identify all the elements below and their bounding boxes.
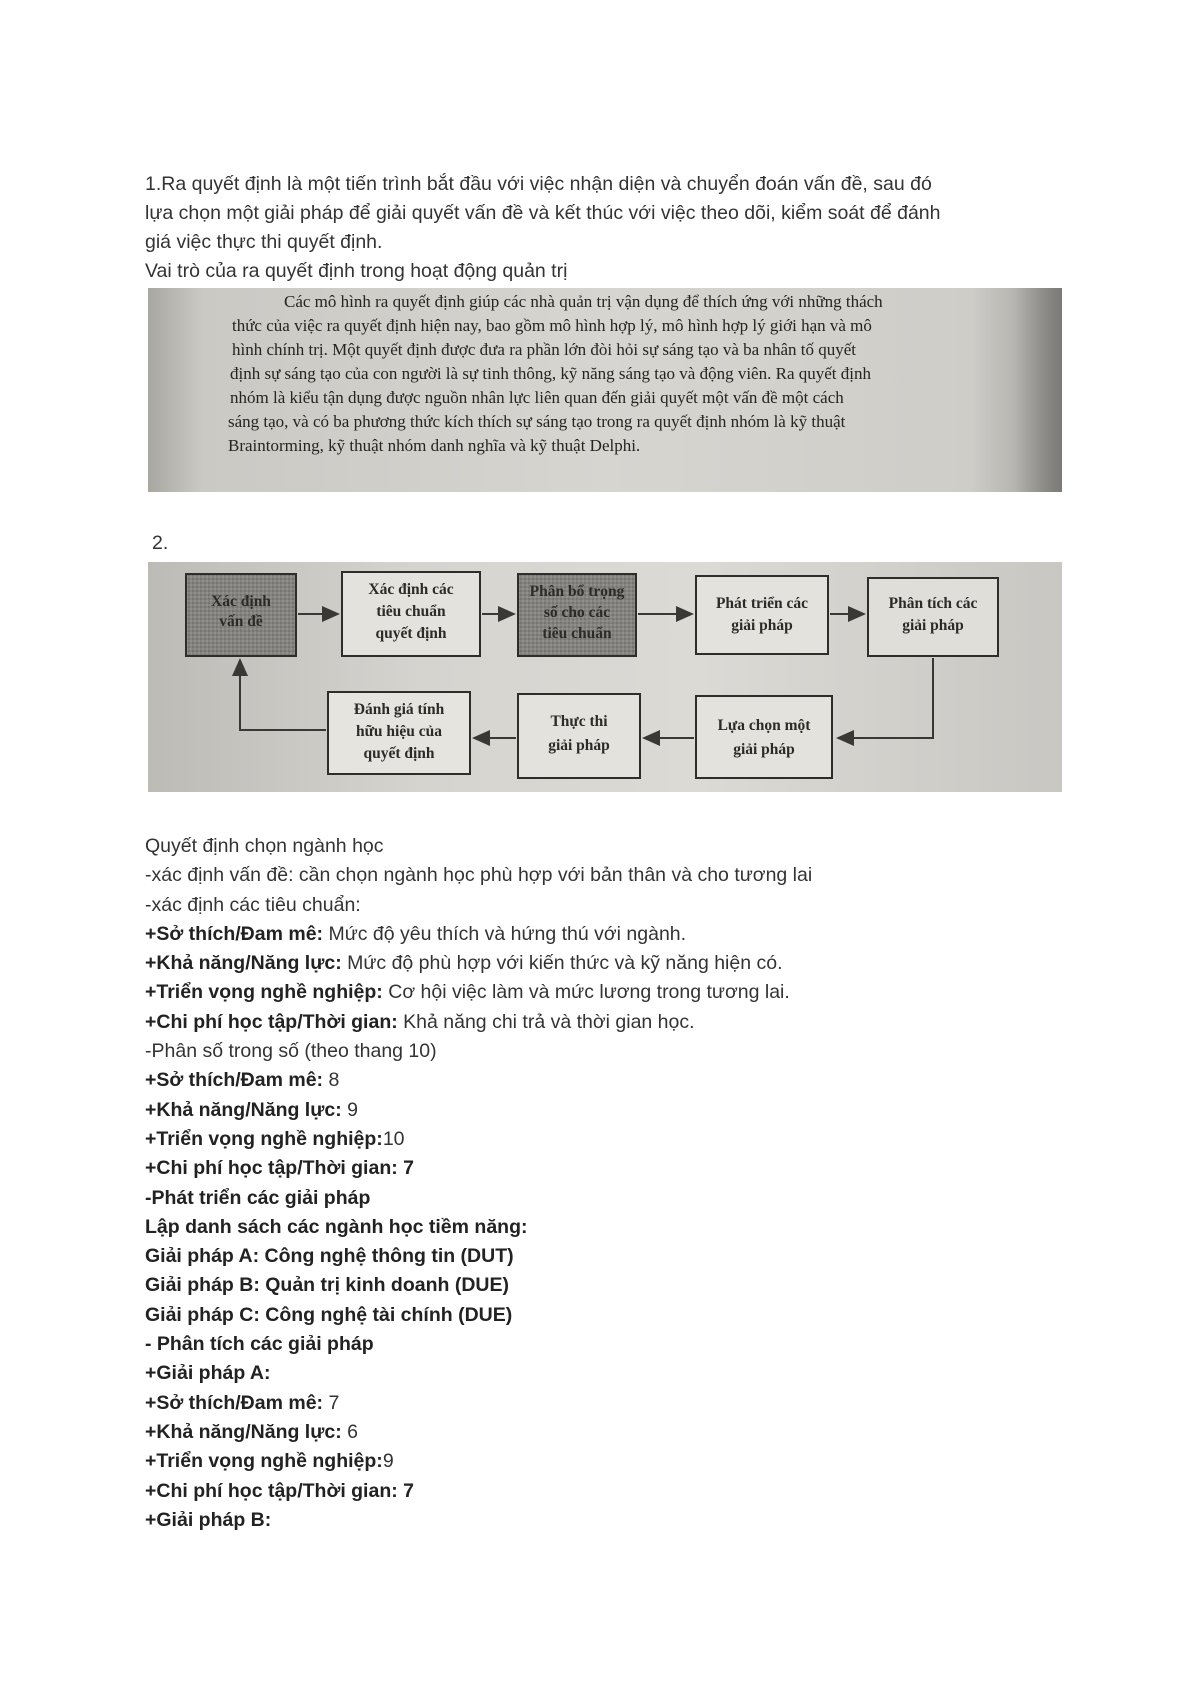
section-2-number: 2. [152,532,169,554]
flow-step-8-line-2: hữu hiệu của [356,723,442,740]
flow-step-4-line-1: Phát triển các [715,595,809,612]
flow-step-1-line-1: Xác định [211,593,271,610]
criteria-ability-desc: Mức độ phù hợp với kiến thức và kỹ năng hiện có. [341,952,783,975]
role-heading: Vai trò của ra quyết định trong hoạt động quản trị [145,260,568,282]
flow-step-6-line-1: Lựa chọn một [717,717,811,734]
a-score-career-value: 9 [382,1450,394,1473]
a-score-career [145,1447,1075,1476]
develop-solutions-heading: -Phát triển các giải pháp [145,1186,371,1209]
criteria-interest-label: +Sở thích/Đam mê: [145,922,324,945]
book-line: sáng tạo, và có ba phương thức kích thích sự sáng tạo trong ra quyết định nhóm là kỹ thuật [228,412,846,431]
flow-box-7 [518,694,640,778]
flow-step-8-line-3: quyết định [363,745,435,762]
a-score-interest [145,1389,1075,1418]
a-score-ability [145,1418,1075,1447]
weight-ability-label: +Khả năng/Năng lực: [145,1098,342,1121]
weight-career [145,1125,1075,1154]
criteria-cost-label: +Chi phí học tập/Thời gian: [145,1010,398,1033]
decision-process-flowchart [148,562,1062,792]
weight-ability-value: 9 [341,1098,358,1121]
flow-box-6 [696,696,832,778]
definition-line-1: 1.Ra quyết định là một tiến trình bắt đầu với việc nhận diện và chuyển đoán vấn đề, sau đó [145,173,932,195]
a-score-ability-value: 6 [341,1420,358,1443]
flow-step-7-line-2: giải pháp [548,737,610,754]
book-line: Braintorming, kỹ thuật nhóm danh nghĩa và kỹ thuật Delphi. [228,436,641,455]
solution-b-heading: +Giải pháp B: [145,1508,272,1531]
flow-step-8-line-1: Đánh giá tính [353,701,445,718]
weight-ability [145,1096,1075,1125]
criteria-heading: -xác định các tiêu chuẩn: [145,893,361,916]
book-line: định sự sáng tạo của con người là sự tinh thông, kỹ năng sáng tạo và động viên. Ra quyết định [230,364,871,383]
flowchart-svg [148,562,1062,792]
definition-line-2: lựa chọn một giải pháp để giải quyết vấn đề và kết thúc với việc theo dõi, kiểm soát để đánh [145,202,941,224]
solution-b: Giải pháp B: Quản trị kinh doanh (DUE) [145,1274,509,1297]
analyze-solutions-heading: - Phân tích các giải pháp [145,1333,374,1356]
weight-interest-label: +Sở thích/Đam mê: [145,1069,324,1092]
criteria-career-desc: Cơ hội việc làm và mức lương trong tương lai. [382,981,790,1004]
weight-career-label: +Triển vọng nghề nghiệp: [145,1127,383,1150]
criteria-cost-desc: Khả năng chi trả và thời gian học. [397,1010,695,1033]
criteria-career-label: +Triển vọng nghề nghiệp: [145,981,383,1004]
flow-step-3-line-2: số cho các [543,604,611,621]
book-line: Các mô hình ra quyết định giúp các nhà quản trị vận dụng để thích ứng với những thách [284,292,883,311]
flow-step-4-line-2: giải pháp [731,617,793,634]
criteria-ability-label: +Khả năng/Năng lực: [145,952,342,975]
weight-interest-value: 8 [323,1069,340,1092]
flow-step-3-line-3: tiêu chuẩn [542,625,612,642]
a-score-career-label: +Triển vọng nghề nghiệp: [145,1450,383,1473]
solution-a-heading: +Giải pháp A: [145,1362,271,1385]
a-score-interest-value: 7 [323,1391,340,1414]
criteria-interest-desc: Mức độ yêu thích và hứng thú với ngành. [323,922,687,945]
book-line: hình chính trị. Một quyết định được đưa ra phần lớn đòi hỏi sự sáng tạo và ba nhân tố quyết [232,340,856,359]
a-score-ability-label: +Khả năng/Năng lực: [145,1420,342,1443]
book-line: thức của việc ra quyết định hiện nay, bao gồm mô hình hợp lý, mô hình hợp lý giới hạn và mô [232,316,872,335]
criteria-ability [145,949,1075,978]
weight-career-value: 10 [382,1127,405,1150]
weights-heading: -Phân số trong số (theo thang 10) [145,1040,437,1063]
definition-line-3: giá việc thực thi quyết định. [145,231,383,253]
flow-step-3-line-1: Phân bổ trọng [529,583,625,600]
flow-box-4 [696,576,828,654]
solution-a: Giải pháp A: Công nghệ thông tin (DUT) [145,1245,514,1268]
arrow-8-1 [240,660,326,730]
criteria-career [145,978,1075,1007]
list-majors-heading: Lập danh sách các ngành học tiềm năng: [145,1215,528,1238]
a-score-interest-label: +Sở thích/Đam mê: [145,1391,324,1414]
problem-line: -xác định vấn đề: cần chọn ngành học phù hợp với bản thân và cho tương lai [145,864,813,887]
flow-step-7-line-1: Thực thi [550,713,608,730]
flow-step-6-line-2: giải pháp [733,741,795,758]
criteria-cost [145,1008,1075,1037]
photo-edge-shadow [1014,288,1062,492]
book-line: nhóm là kiểu tận dụng được nguồn nhân lực liên quan đến giải quyết một vấn đề một cách [230,388,844,407]
a-score-cost: +Chi phí học tập/Thời gian: 7 [145,1479,414,1502]
criteria-interest [145,920,1075,949]
analysis-section [145,832,1075,1535]
flow-step-2-line-1: Xác định các [368,581,454,598]
solution-c: Giải pháp C: Công nghệ tài chính (DUE) [145,1303,513,1326]
flow-step-5-line-1: Phân tích các [888,595,978,612]
book-excerpt-photo [148,288,1062,492]
flow-step-2-line-2: tiêu chuẩn [376,603,446,620]
flow-step-5-line-2: giải pháp [902,617,964,634]
intro-section [145,170,1065,286]
weight-cost: +Chi phí học tập/Thời gian: 7 [145,1157,414,1180]
topic-line: Quyết định chọn ngành học [145,835,384,857]
flow-step-2-line-3: quyết định [375,625,447,642]
flow-step-1-line-2: vấn đề [219,613,263,630]
weight-interest [145,1066,1075,1095]
book-excerpt-text [186,290,1026,458]
arrow-5-6 [838,658,933,738]
